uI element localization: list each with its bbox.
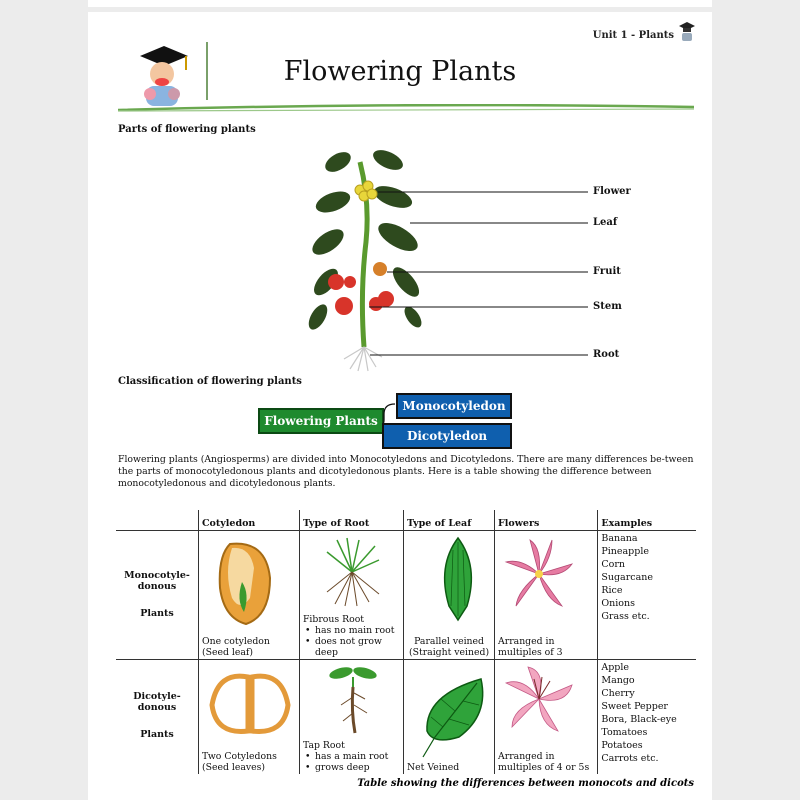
col-header: Flowers <box>495 510 598 531</box>
list-item: Apple <box>601 662 630 673</box>
unit-label: Unit 1 - Plants <box>592 30 674 41</box>
intro-paragraph: Flowering plants (Angiosperms) are divided into Monocotyledons and Dicotyledons. There are many differences be-tween the parts of monocotyledonous plants and dicotyledonous plants. Here is a table showing the difference between monocotyledonous and dicotyledonous plants. <box>118 454 694 489</box>
cell-text: (Seed leaf) <box>201 647 253 658</box>
graduation-cap-icon <box>678 20 696 42</box>
cell-text: multiples of 4 or 5s <box>498 762 590 773</box>
list-item: Rice <box>601 585 623 596</box>
table-header-row <box>116 510 696 531</box>
tomato-plant-diagram <box>298 142 618 372</box>
list-item: • does not grow deep <box>315 636 400 658</box>
list-item: Grass etc. <box>601 611 650 622</box>
fibrous-root-icon <box>317 536 387 608</box>
cell-text: (Straight veined) <box>408 647 490 658</box>
cell-text: Arranged in <box>498 636 555 647</box>
cell-text: Net Veined <box>407 762 460 773</box>
cell-text: Fibrous Root <box>302 614 365 625</box>
list-item: Pineapple <box>601 546 650 557</box>
title-underline <box>118 104 694 112</box>
tap-root-icon <box>317 663 387 735</box>
list-item: Mango <box>601 675 635 686</box>
list-item: • has no main root <box>315 625 400 636</box>
table-row <box>116 660 696 775</box>
list-item: Cherry <box>601 688 635 699</box>
label-root: Root <box>593 349 620 360</box>
label-fruit: Fruit <box>593 266 621 277</box>
cell-text: Parallel veined <box>414 636 484 647</box>
row-head-sub: Plants <box>140 729 174 740</box>
row-head: Dicotyle-donous <box>133 691 181 713</box>
parallel-leaf-icon <box>433 536 483 622</box>
col-header: Type of Root <box>299 510 403 531</box>
col-header: Cotyledon <box>198 510 299 531</box>
list-item: Potatoes <box>601 740 643 751</box>
dicot-flower-icon <box>502 663 576 735</box>
list-item: • has a main root <box>315 751 388 762</box>
list-item: • grows deep <box>315 762 388 773</box>
cell-text: multiples of 3 <box>498 647 563 658</box>
monocot-seed-icon <box>210 538 280 630</box>
cell-text: Two Cotyledons <box>201 751 277 762</box>
list-item: Sweet Pepper <box>601 701 668 712</box>
col-header: Examples <box>598 510 696 531</box>
list-item: Sugarcane <box>601 572 653 583</box>
list-item: Tomatoes <box>601 727 648 738</box>
row-head-sub: Plants <box>140 608 174 619</box>
dicot-seed-icon <box>204 669 296 739</box>
col-header: Type of Leaf <box>404 510 495 531</box>
cell-text: One cotyledon <box>201 636 270 647</box>
classification-heading: Classification of flowering plants <box>118 376 302 387</box>
label-flower: Flower <box>593 186 631 197</box>
comparison-table <box>116 510 696 774</box>
document-page <box>88 12 712 800</box>
dicotyledon-box: Dicotyledon <box>382 423 512 449</box>
page-title: Flowering Plants <box>283 56 517 87</box>
table-row <box>116 531 696 660</box>
list-item: Banana <box>601 533 638 544</box>
label-leaf: Leaf <box>593 217 618 228</box>
list-item: Carrots etc. <box>601 753 659 764</box>
net-veined-leaf-icon <box>419 675 491 759</box>
previous-page-edge <box>88 0 712 7</box>
row-head: Monocotyle-donous <box>124 570 190 592</box>
list-item: Corn <box>601 559 625 570</box>
cell-text: (Seed leaves) <box>201 762 266 773</box>
list-item: Bora, Black-eye <box>601 714 677 725</box>
list-item: Onions <box>601 598 636 609</box>
cell-text: Arranged in <box>498 751 555 762</box>
flowering-plants-box: Flowering Plants <box>258 408 384 434</box>
table-caption: Table showing the differences between monocots and dicots <box>357 778 694 789</box>
monocotyledon-box: Monocotyledon <box>396 393 512 419</box>
cell-text: Tap Root <box>302 740 345 751</box>
parts-heading: Parts of flowering plants <box>118 124 256 135</box>
label-stem: Stem <box>593 301 622 312</box>
lily-flower-icon <box>502 536 576 612</box>
